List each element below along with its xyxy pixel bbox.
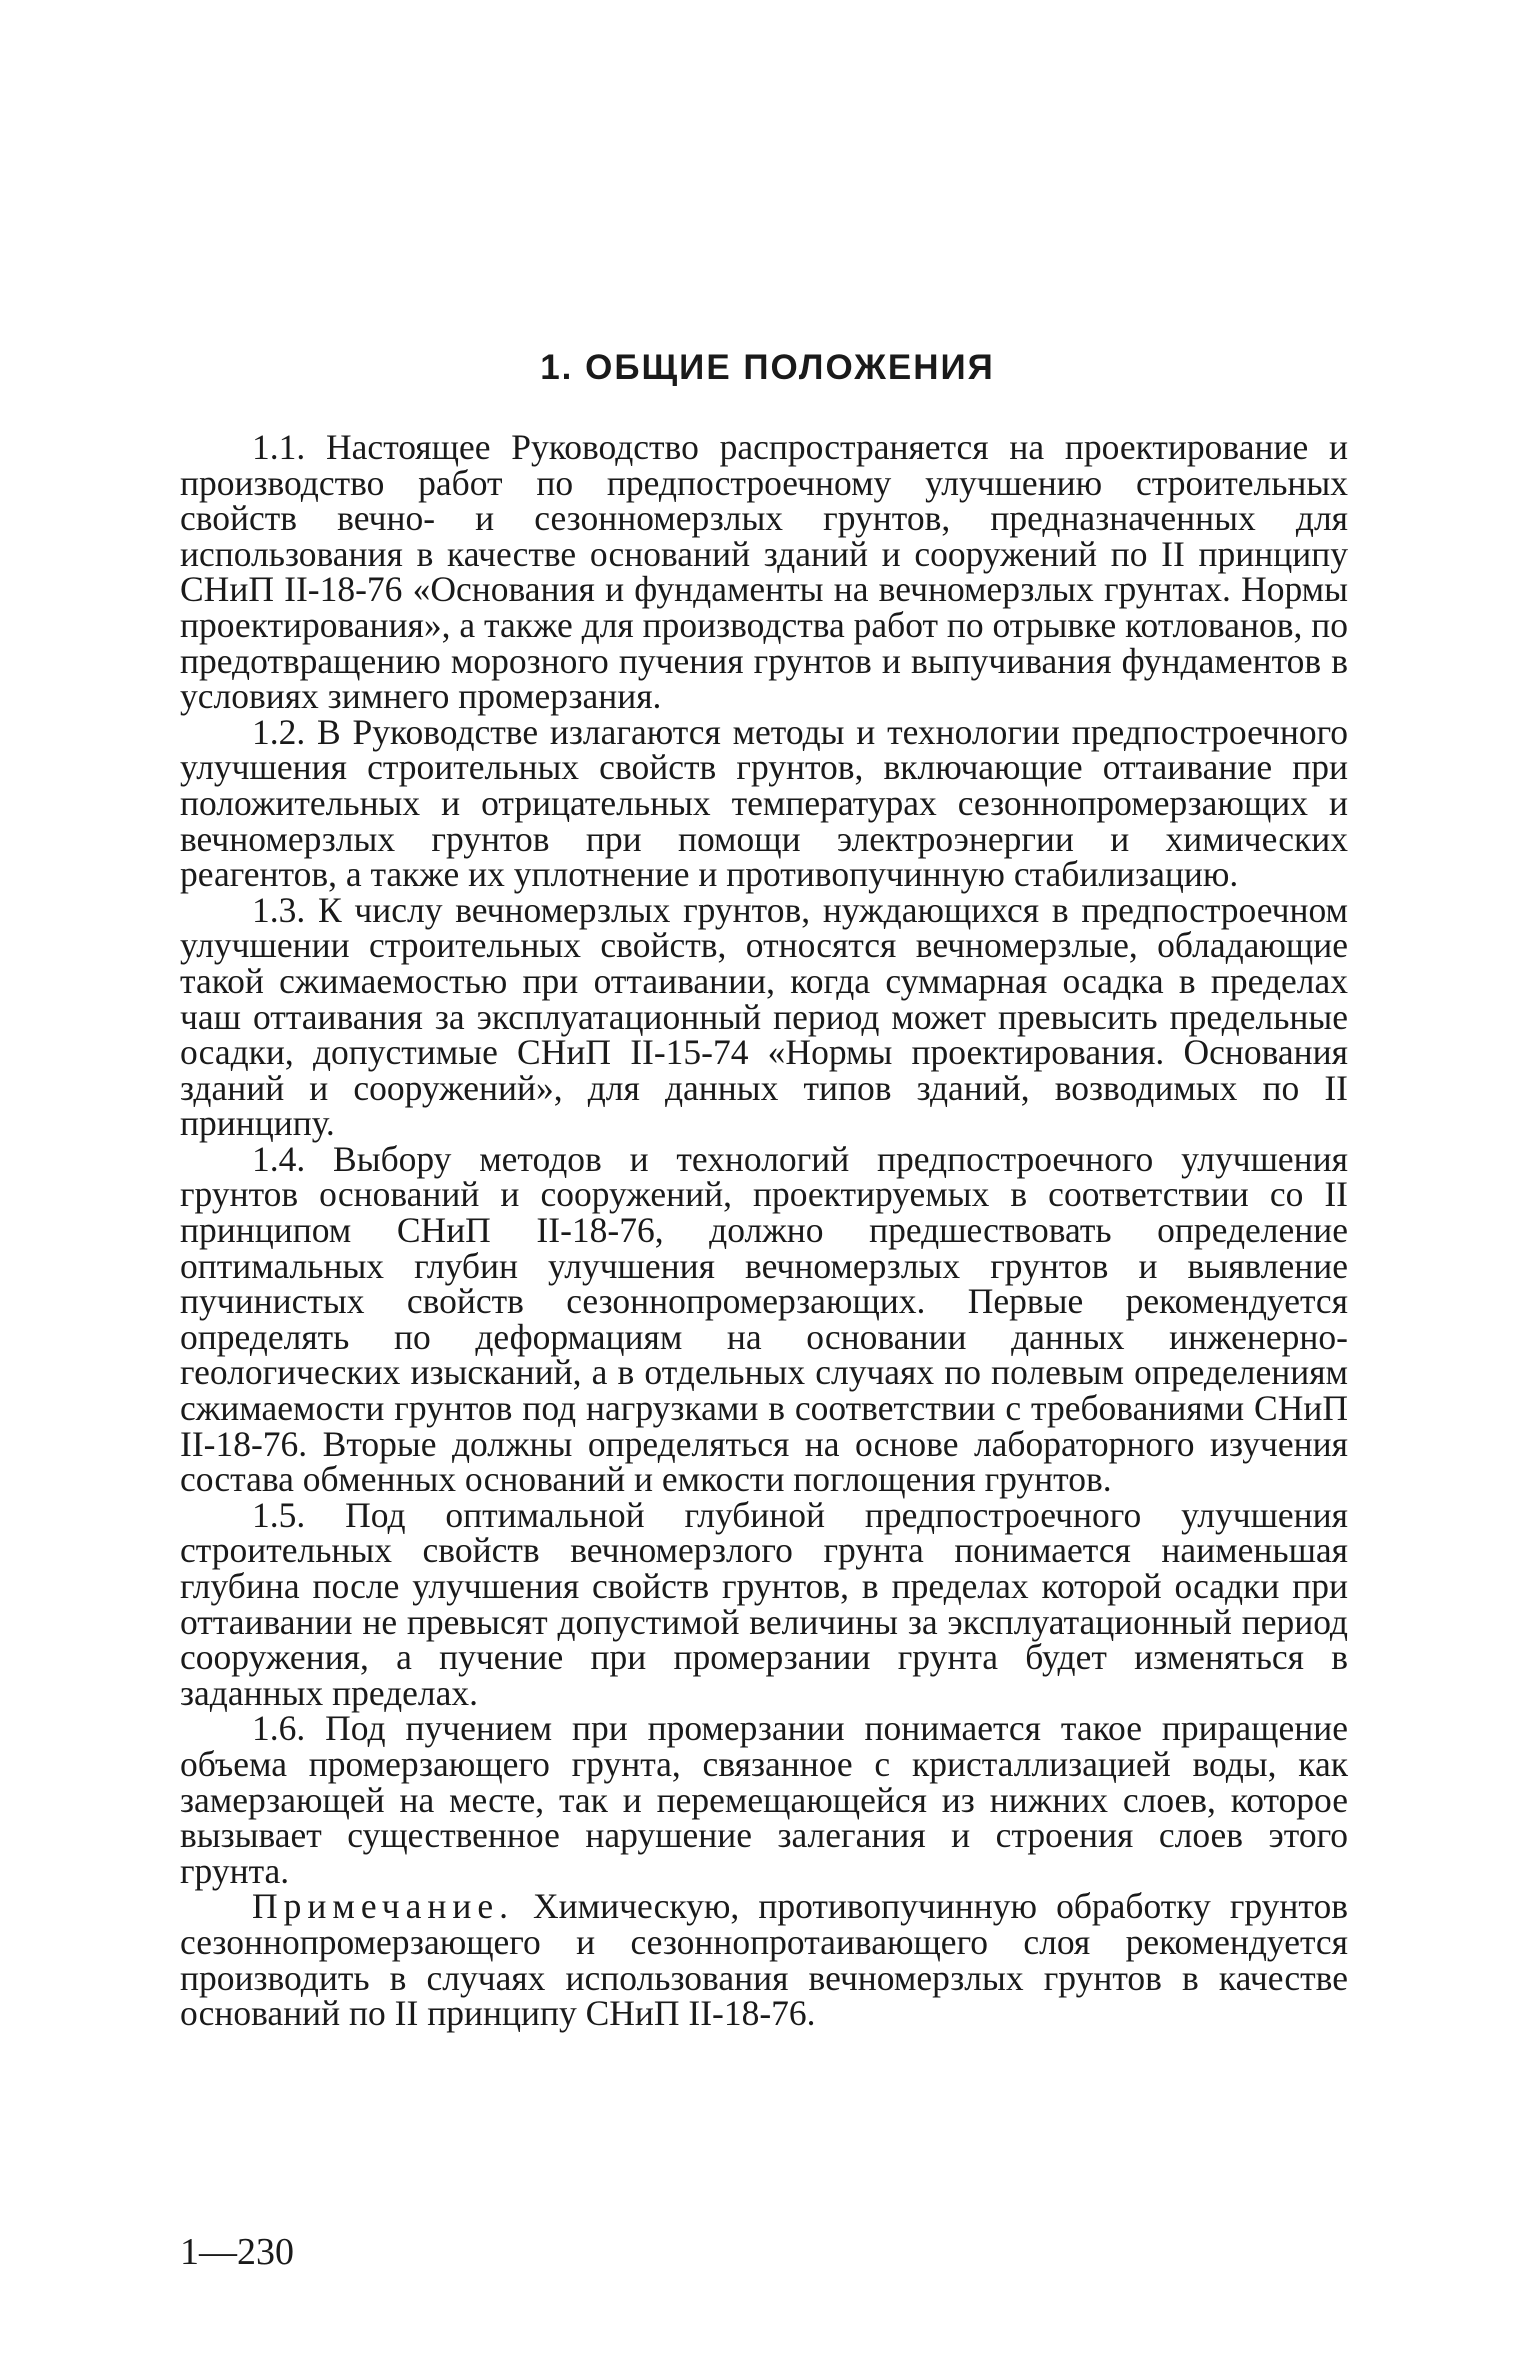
paragraph-1-6: 1.6. Под пучением при промерзании понимается такое приращение объема промерзающего грунта, связанное с кристаллизацией воды, как замерзающей на месте, так и перемещающейся из нижних слоев, которое вызывает существенное нарушение залегания и строения слоев этого грунта. (180, 1708, 1348, 1891)
section-body (180, 427, 1348, 2034)
note-label: Примечание. (252, 1886, 514, 1927)
paragraph-1-1: 1.1. Настоящее Руководство распространяется на проектирование и производство работ по предпостроечному улучшению строительных свойств вечно- и сезонномерзлых грунтов, предназначенных для использования в качестве оснований зданий и сооружений по II принципу СНиП II-18-76 «Основания и фундаменты на вечномерзлых грунтах. Нормы проектирования», а также для производства работ по отрывке котлованов, по предотвращению морозного пучения грунтов и выпучивания фундаментов в условиях зимнего промерзания. (180, 427, 1348, 717)
paragraph-1-4: 1.4. Выбору методов и технологий предпостроечного улучшения грунтов оснований и сооружений, проектируемых в соответствии со II принципом СНиП II-18-76, должно предшествовать определение оптимальных глубин улучшения вечномерзлых грунтов и выявление пучинистых свойств сезоннопромерзающих. Первые рекомендуется определять по деформациям на основании данных инженерно-геологических изысканий, а в отдельных случаях по полевым определениям сжимаемости грунтов под нагрузками в соответствии с требованиями СНиП II-18-76. Вторые должны определяться на основе лабораторного изучения состава обменных оснований и емкости поглощения грунтов. (180, 1138, 1348, 1500)
page-number: 1—230 (180, 2231, 294, 2273)
paragraph-1-2: 1.2. В Руководстве излагаются методы и технологии предпостроечного улучшения строительных свойств грунтов, включающие оттаивание при положительных и отрицательных температурах сезоннопромерзающих и вечномерзлых грунтов при помощи электроэнергии и химических реагентов, а также их уплотнение и противопучинную стабилизацию. (180, 711, 1348, 895)
note-paragraph (180, 1886, 1348, 2034)
note-text: Химическую, противопучинную обработку грунтов сезоннопромерзающего и сезоннопротаивающего слоя рекомендуется производить в случаях использования вечномерзлых грунтов в качестве оснований по II принципу СНиП II-18-76. (180, 1886, 1348, 2034)
section-heading: 1. ОБЩИЕ ПОЛОЖЕНИЯ (540, 348, 995, 387)
paragraph-1-5: 1.5. Под оптимальной глубиной предпостроечного улучшения строительных свойств вечномерзлого грунта понимается наименьшая глубина после улучшения свойств грунтов, в пределах которой осадки при оттаивании не превысят допустимой величины за эксплуатационный период сооружения, а пучение при промерзании грунта будет изменяться в заданных пределах. (180, 1494, 1348, 1713)
paragraph-1-3: 1.3. К числу вечномерзлых грунтов, нуждающихся в предпостроечном улучшении строительных свойств, относятся вечномерзлые, обладающие такой сжимаемостью при оттаивании, когда суммарная осадка в пределах чаш оттаивания за эксплуатационный период может превысить предельные осадки, допустимые СНиП II-15-74 «Нормы проектирования. Основания зданий и сооружений», для данных типов зданий, возводимых по II принципу. (180, 889, 1348, 1144)
